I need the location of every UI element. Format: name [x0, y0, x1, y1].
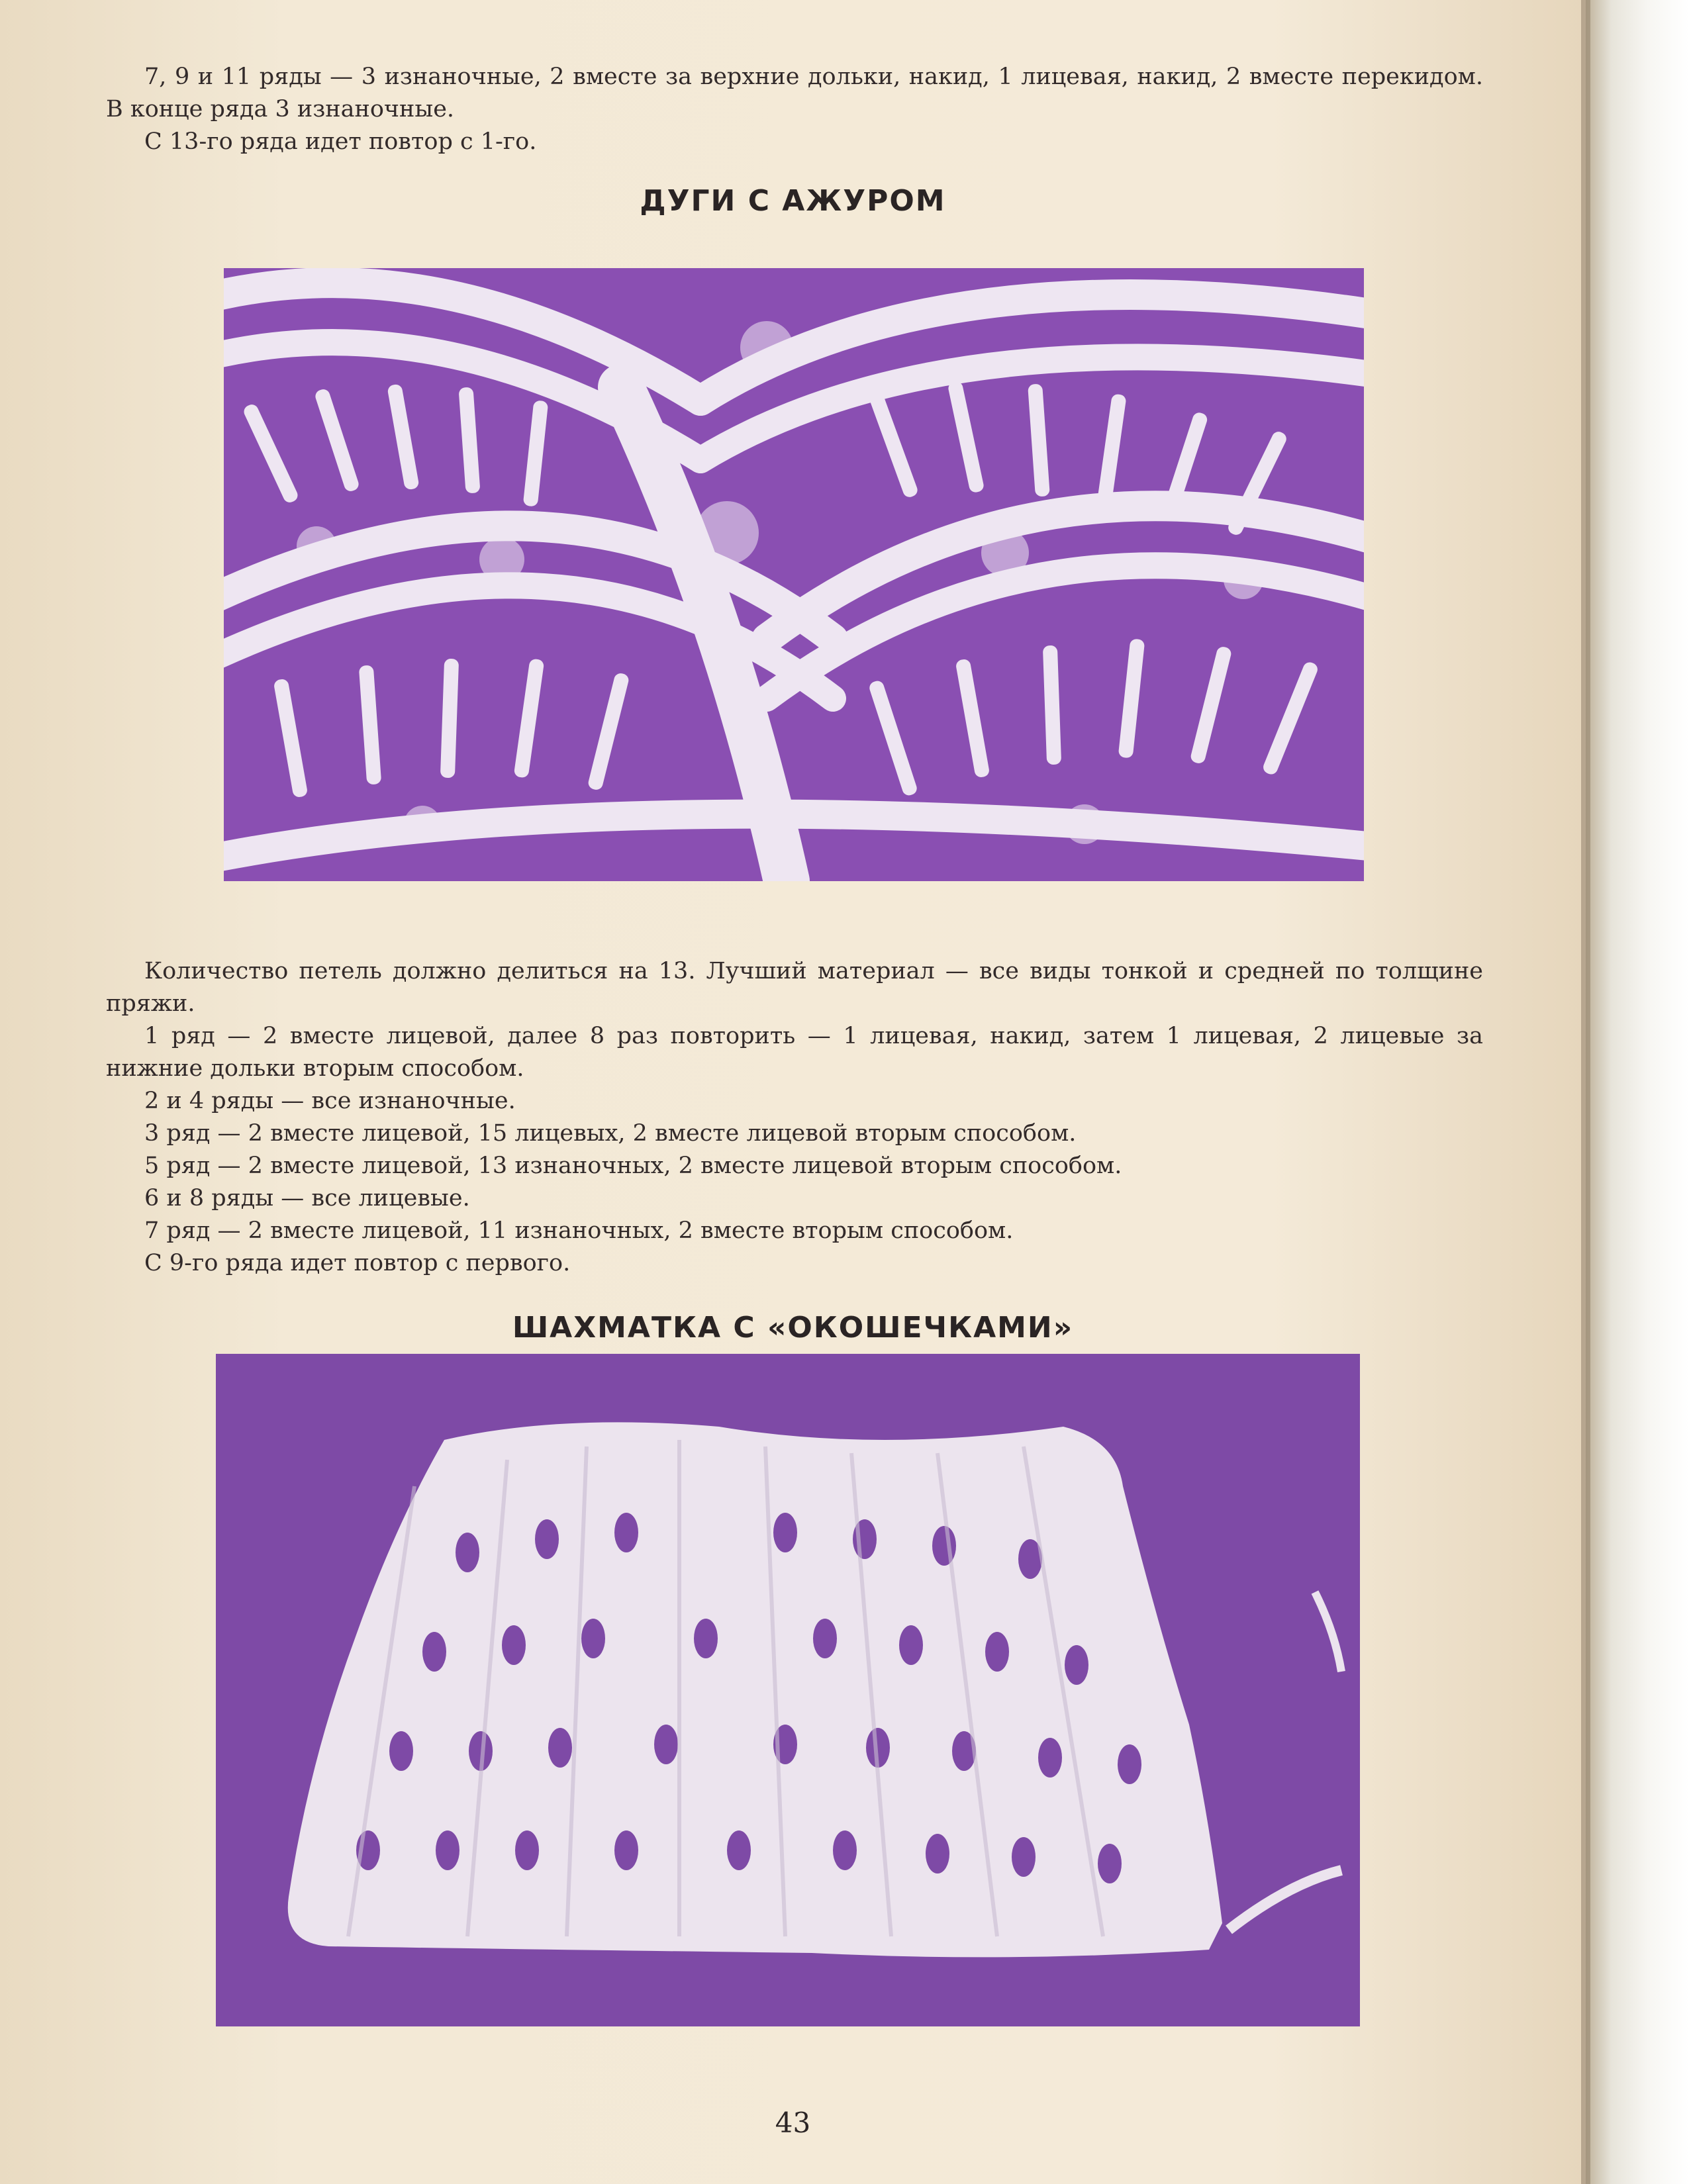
page-number: 43 — [775, 2107, 811, 2139]
instruction-line: 5 ряд — 2 вместе лицевой, 13 изнаночных, 2 вместе лицевой вторым способом. — [144, 1153, 1122, 1179]
knitted-swatch — [288, 1422, 1222, 1957]
instruction-line: С 9-го ряда идет повтор с первого. — [144, 1250, 571, 1276]
book-spine — [1586, 0, 1689, 2184]
instruction-line: Количество петель должно делиться на 13. Лучший материал — все виды тонкой и средней по толщине пряжи. — [106, 958, 1483, 1017]
instruction-line: 1 ряд — 2 вместе лицевой, далее 8 раз повторить — 1 лицевая, накид, затем 1 лицевая, 2 лицевые за нижние дольки вторым способом. — [106, 1023, 1483, 1082]
intro-text — [106, 61, 1483, 158]
arcs-instructions — [106, 955, 1483, 1280]
instruction-line: 6 и 8 ряды — все лицевые. — [144, 1185, 470, 1211]
section-title-checkerboard: ШАХМАТКА С «ОКОШЕЧКАМИ» — [512, 1311, 1074, 1345]
instruction-line: 7 ряд — 2 вместе лицевой, 11 изнаночных, 2 вместе вторым способом. — [144, 1217, 1014, 1244]
section-title-arcs: ДУГИ С АЖУРОМ — [640, 184, 946, 218]
knitting-photo-checkerboard — [216, 1354, 1360, 2026]
knitting-photo-arcs — [224, 268, 1364, 881]
instruction-line: 3 ряд — 2 вместе лицевой, 15 лицевых, 2 вместе лицевой вторым способом. — [144, 1120, 1077, 1147]
intro-line: 7, 9 и 11 ряды — 3 изнаночные, 2 вместе за верхние дольки, накид, 1 лицевая, накид, 2 вместе перекидом. В конце ряда 3 изнаночные. — [106, 64, 1483, 122]
page-edge-shadow — [1581, 0, 1590, 2184]
intro-line: С 13-го ряда идет повтор с 1-го. — [144, 128, 537, 155]
instruction-line: 2 и 4 ряды — все изнаночные. — [144, 1088, 516, 1114]
